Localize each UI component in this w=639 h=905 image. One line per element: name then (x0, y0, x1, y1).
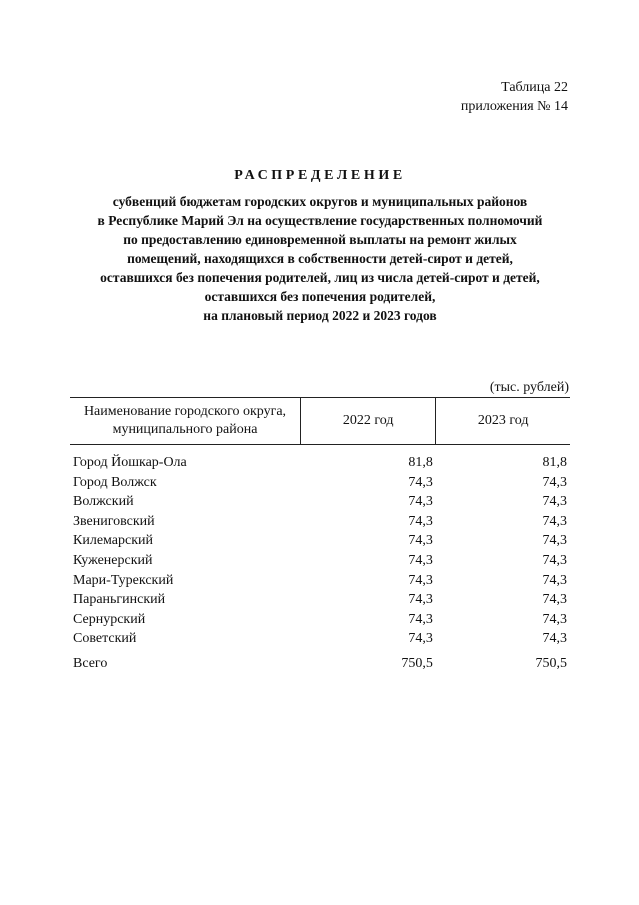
row-value-2023: 74,3 (542, 494, 567, 510)
row-name: Параньгинский (73, 592, 166, 608)
header-2022: 2022 год (301, 398, 436, 445)
table-row (70, 453, 570, 473)
title-line: на плановый период 2022 и 2023 годов (203, 308, 437, 323)
table-row (70, 571, 570, 591)
row-value-2023: 74,3 (542, 474, 567, 490)
row-name: Сернурский (73, 611, 146, 627)
units-label: (тыс. рублей) (489, 380, 569, 395)
row-value-2023: 74,3 (542, 552, 567, 568)
appendix-number: приложения № 14 (460, 99, 568, 114)
spacer-row (70, 445, 570, 454)
header-2023: 2023 год (436, 398, 570, 445)
row-value-2022: 81,8 (408, 455, 433, 470)
title-line: в Республике Марий Эл на осуществление государственных полномочий (97, 213, 543, 228)
row-value-2022: 74,3 (408, 513, 433, 529)
table-row (70, 492, 570, 512)
total-row (70, 649, 570, 674)
row-value-2022: 74,3 (408, 631, 433, 647)
row-value-2023: 74,3 (542, 572, 567, 588)
row-value-2022: 74,3 (408, 611, 433, 627)
row-value-2022: 74,3 (408, 533, 433, 549)
title-line: оставшихся без попечения родителей, лиц из числа детей-сирот и детей, (100, 270, 540, 285)
row-value-2022: 74,3 (408, 494, 433, 510)
table-row (70, 590, 570, 610)
row-value-2022: 74,3 (408, 592, 433, 608)
row-name: Волжский (73, 494, 134, 510)
total-value-2023: 750,5 (535, 655, 567, 671)
row-value-2023: 74,3 (542, 611, 567, 627)
table-row (70, 473, 570, 493)
row-value-2023: 74,3 (542, 592, 567, 608)
table-header-row (70, 398, 570, 445)
table-reference (461, 78, 568, 116)
row-value-2023: 81,8 (542, 455, 567, 470)
table-row (70, 551, 570, 571)
row-value-2022: 74,3 (408, 552, 433, 568)
table-row (70, 610, 570, 630)
document-title (60, 166, 580, 325)
row-name: Куженерский (73, 552, 153, 568)
row-value-2023: 74,3 (542, 533, 567, 549)
row-name: Город Йошкар-Ола (73, 455, 187, 470)
row-value-2023: 74,3 (542, 631, 567, 647)
row-name: Мари-Турекский (73, 572, 174, 588)
title-line: помещений, находящихся в собственности детей-сирот и детей, (127, 251, 513, 266)
row-name: Советский (73, 631, 137, 647)
title-line: по предоставлению единовременной выплаты на ремонт жилых (123, 232, 517, 247)
total-label: Всего (73, 655, 108, 671)
table-row (70, 512, 570, 532)
row-value-2023: 74,3 (542, 513, 567, 529)
row-name: Звениговский (73, 513, 155, 529)
title-heading: РАСПРЕДЕЛЕНИЕ (234, 168, 406, 183)
title-line: субвенций бюджетам городских округов и муниципальных районов (112, 194, 528, 209)
header-name: Наименование городского округа, муниципального района (70, 398, 301, 445)
table-number: Таблица 22 (501, 80, 568, 95)
row-value-2022: 74,3 (408, 572, 433, 588)
row-value-2022: 74,3 (408, 474, 433, 490)
title-line: оставшихся без попечения родителей, (204, 289, 436, 304)
table-row (70, 531, 570, 551)
total-value-2022: 750,5 (401, 655, 433, 671)
row-name: Город Волжск (73, 474, 157, 490)
subsidy-table (70, 397, 570, 674)
table-row (70, 629, 570, 649)
row-name: Килемарский (73, 533, 154, 549)
